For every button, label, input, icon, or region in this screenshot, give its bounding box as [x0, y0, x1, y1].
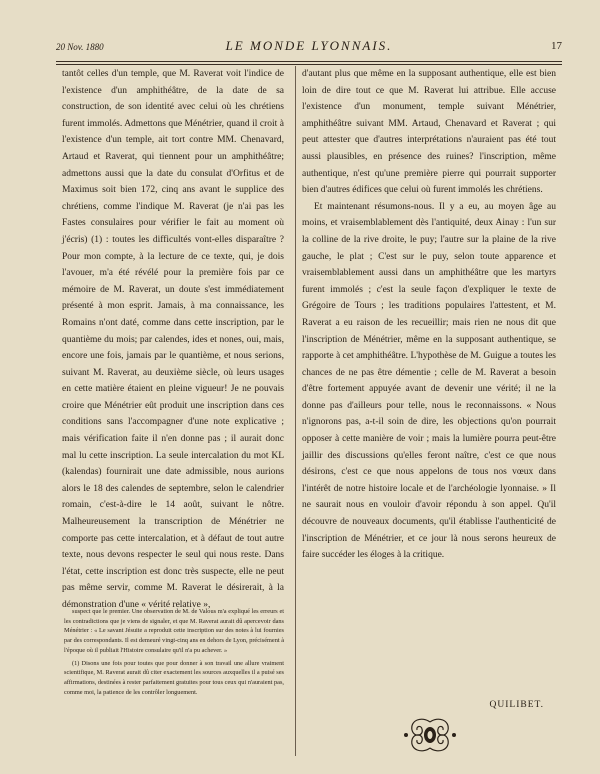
right-paragraph-2: Et maintenant résumons-nous. Il y a eu, au moyen âge au moins, et vraisemblablement dès l'antiquité, deux Ainay : l'un sur la colline de la rive droite, le puy; l'autre sur la plaine de la rive gauche, le plat ; C'est sur le puy, selon toute apparence et vraisemblablement aussi dans un amphithéâtre que les martyrs furent immolés ; c'est la seule façon d'expliquer le texte de Grégoire de Tours ; les traditions populaires l'attestent, et M. Raverat a eu raison de les recueillir; mais rien ne nous dit que l'inscription de Ménétrier, même en la supposant authentique, se rapporte à cet amphithéâtre. L'hypothèse de M. Guigue a toutes les chances de ne pas être démentie ; celle de M. Raverat a besoin d'être fortement appuyée avant de devenir une vérité; il ne la donne pas d'ailleurs pour telle, nous le reconnaissons. « Nous n'ignorons pas, a-t-il soin de dire, les objections qu'on pourrait opposer à cette manière de voir ; mais la lumière pourra peut-être jaillir des discussions qu'elles feront naître, c'est ce que nous désirons, c'est ce que nous appelons de tous nos vœux dans l'intérêt de notre histoire locale et de l'archéologie lyonnaise. » Il ne saurait nous en vouloir d'avoir répondu à son appel. Qu'il découvre de nouveaux documents, qu'il établisse l'authenticité de l'inscription de Ménétrier, et ce jour là nous serons heureux de faire succéder les éloges à la critique.: [302, 201, 556, 561]
left-column: [62, 66, 284, 614]
author-signature: QUILIBET.: [489, 700, 544, 710]
right-paragraph-1: d'autant plus que même en la supposant authentique, elle est bien loin de dire tout ce que M. Raverat lui attribue. Elle accuse l'existence d'un monument, temple suivant Ménétrier, amphithéâtre suivant MM. Artaud, Chenavard et Raverat ; qui peut attester que d'autres interprétations n'auraient pas été tout aussi plausibles, en présence des ruines? l'inscription, même authentique, n'est qu'une première pierre qui pourrait supporter bien d'autres édifices que celui où furent immolés les chrétiens.: [302, 69, 556, 196]
header-rule-thin: [56, 64, 562, 65]
journal-title: LE MONDE LYONNAIS.: [225, 38, 393, 53]
page-number: 17: [551, 40, 562, 52]
left-paragraph: tantôt celles d'un temple, que M. Raverat voit l'indice de l'existence d'un amphithéâtre, de la date de sa construction, de son identité avec celui où les chrétiens furent immolés. Admettons que Ménétrier, quand il croit à l'existence d'un temple, ait tort contre MM. Chenavard, Artaud et Raverat, qui tiennent pour un amphithéâtre; admettons aussi que la date du consulat d'Orfitus et de Maximus soit bien 172, cinq ans avant le supplice des chrétiens, comme l'indique M. Raverat (je n'ai pas les Fastes consulaires pour vérifier le fait au moment où j'écris) (1) : toutes les difficultés vont-elles disparaître ? Pour mon compte, à la lecture de ce texte, qui, je dois l'avouer, m'a été révélé pour la première fois par ce mémoire de M. Raverat, un doute s'est immédiatement présenté à mon esprit. Jamais, à ma connaissance, les Romains n'ont daté, comme dans cette inscription, par le quantième du mois; par calendes, ides et nones, oui, mais, encore une fois, jamais par le quantième, et nous serions, suivant M. Raverat, au deuxième siècle, où leurs usages en cette matière étaient en pleine vigueur! Je ne pouvais croire que Ménétrier eût produit une inscription dans ces conditions sans l'accompagner d'une note explicative ; mais vérification faite il n'en donne pas ; il aurait donc mal lu cette inscription. La seule intercalation du mot KL (kalendas) fournirait une date admissible, nous aurions alors le 18 des calendes de septembre, selon le calendrier romain, c'est-à-dire le 14 août, suivant le nôtre. Malheureusement la transcription de Ménétrier ne comporte pas cette intercalation, et à défaut de tout autre texte, nous devons respecter le seul qui nous reste. Dans l'état, cette inscription est donc très suspecte, elle ne peut pas même servir, comme M. Raverat le désirerait, à la démonstration d'une « vérité relative »,: [62, 69, 284, 610]
column-divider: [295, 66, 296, 756]
right-column: [302, 66, 556, 564]
issue-date: 20 Nov. 1880: [56, 42, 104, 52]
page-header: [56, 38, 562, 56]
header-rule: [56, 61, 562, 62]
footnote-continued: suspect que le premier. Une observation de M. de Valous m'a expliqué les erreurs et les contradictions que je viens de signaler, et que M. Raverat aurait dû apercevoir dans Ménétrier : « Le savant Jésuite a reproduit cette inscription sur des notes à lui fournies par des correspondants. Il est demeuré vingt-cinq ans en dehors de Lyon, précisément à l'époque où il publiait l'Histoire consulaire qu'il n'a pu achever. »: [64, 608, 284, 654]
footnotes: [64, 607, 284, 697]
fleuron-ornament-icon: [402, 716, 458, 754]
footnote-1: (1) Disons une fois pour toutes que pour donner à son travail une allure vraiment scientifique, M. Raverat aurait dû citer exactement les sources auxquelles il a puisé ses affirmations, destinées à rester parfaitement gratuites pour tous ceux qui n'auraient pas, comme moi, la patience de les contrôler longuement.: [64, 659, 284, 696]
